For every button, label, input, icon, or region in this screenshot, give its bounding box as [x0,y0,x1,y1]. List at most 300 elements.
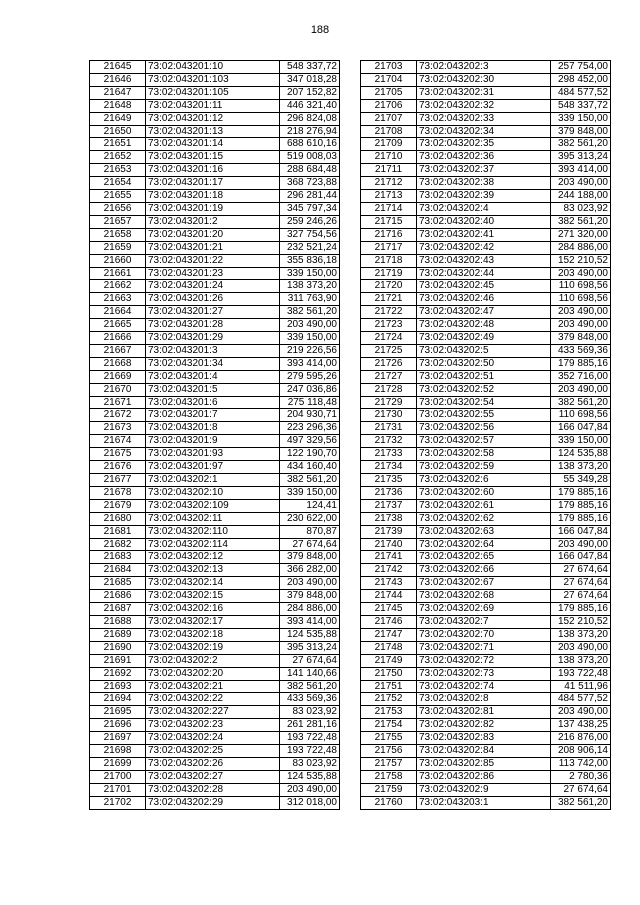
table-row [90,99,340,112]
row-number: 21758 [361,770,417,783]
row-number: 21660 [90,254,146,267]
row-number: 21667 [90,344,146,357]
row-number: 21678 [90,486,146,499]
cadastral-number: 73:02:043202:60 [417,486,551,499]
cadastral-number: 73:02:043202:82 [417,719,551,732]
cadastral-value: 203 490,00 [551,306,611,319]
cadastral-value: 137 438,25 [551,719,611,732]
row-number: 21715 [361,215,417,228]
cadastral-value: 433 569,36 [280,693,340,706]
cadastral-number: 73:02:043201:21 [146,241,280,254]
cadastral-value: 433 569,36 [551,344,611,357]
cadastral-value: 203 490,00 [551,641,611,654]
table-row [90,564,340,577]
table-row [90,254,340,267]
table-row [361,783,611,796]
cadastral-number: 73:02:043202:1 [146,474,280,487]
cadastral-number: 73:02:043202:81 [417,706,551,719]
row-number: 21736 [361,486,417,499]
row-number: 21668 [90,357,146,370]
table-row [90,499,340,512]
row-number: 21708 [361,125,417,138]
cadastral-number: 73:02:043201:20 [146,228,280,241]
cadastral-value: 218 276,94 [280,125,340,138]
row-number: 21698 [90,745,146,758]
cadastral-value: 179 885,16 [551,486,611,499]
table-row [90,151,340,164]
table-row [361,383,611,396]
cadastral-value: 484 577,52 [551,86,611,99]
table-row [90,241,340,254]
table-row [90,280,340,293]
table-row [90,745,340,758]
cadastral-number: 73:02:043202:16 [146,603,280,616]
cadastral-value: 257 754,00 [551,61,611,74]
table-row [90,719,340,732]
cadastral-number: 73:02:043201:7 [146,409,280,422]
table-row [361,267,611,280]
cadastral-number: 73:02:043202:55 [417,409,551,422]
cadastral-number: 73:02:043202:71 [417,641,551,654]
cadastral-number: 73:02:043202:14 [146,577,280,590]
cadastral-value: 484 577,52 [551,693,611,706]
cadastral-value: 311 763,90 [280,293,340,306]
cadastral-number: 73:02:043201:19 [146,202,280,215]
cadastral-number: 73:02:043201:27 [146,306,280,319]
cadastral-value: 446 321,40 [280,99,340,112]
row-number: 21651 [90,138,146,151]
cadastral-value: 179 885,16 [551,499,611,512]
row-number: 21684 [90,564,146,577]
cadastral-value: 193 722,48 [551,667,611,680]
row-number: 21710 [361,151,417,164]
row-number: 21673 [90,422,146,435]
cadastral-value: 83 023,92 [551,202,611,215]
cadastral-value: 382 561,20 [280,680,340,693]
cadastral-number: 73:02:043202:28 [146,783,280,796]
row-number: 21739 [361,525,417,538]
row-number: 21685 [90,577,146,590]
cadastral-number: 73:02:043202:51 [417,370,551,383]
cadastral-value: 339 150,00 [280,267,340,280]
cadastral-number: 73:02:043202:70 [417,628,551,641]
table-row [90,486,340,499]
row-number: 21682 [90,538,146,551]
cadastral-value: 339 150,00 [280,486,340,499]
cadastral-value: 548 337,72 [280,61,340,74]
row-number: 21672 [90,409,146,422]
cadastral-value: 870,87 [280,525,340,538]
cadastral-value: 271 320,00 [551,228,611,241]
row-number: 21693 [90,680,146,693]
row-number: 21688 [90,615,146,628]
row-number: 21728 [361,383,417,396]
row-number: 21699 [90,757,146,770]
table-row [361,680,611,693]
cadastral-number: 73:02:043202:3 [417,61,551,74]
cadastral-value: 166 047,84 [551,422,611,435]
cadastral-value: 193 722,48 [280,745,340,758]
cadastral-value: 110 698,56 [551,409,611,422]
cadastral-number: 73:02:043202:4 [417,202,551,215]
row-number: 21655 [90,190,146,203]
row-number: 21705 [361,86,417,99]
cadastral-number: 73:02:043202:58 [417,448,551,461]
cadastral-value: 203 490,00 [280,577,340,590]
cadastral-value: 288 684,48 [280,164,340,177]
cadastral-number: 73:02:043202:18 [146,628,280,641]
row-number: 21658 [90,228,146,241]
cadastral-value: 368 723,88 [280,177,340,190]
cadastral-value: 208 906,14 [551,745,611,758]
table-row [90,344,340,357]
table-row [361,577,611,590]
cadastral-value: 355 836,18 [280,254,340,267]
row-number: 21697 [90,732,146,745]
cadastral-number: 73:02:043202:22 [146,693,280,706]
row-number: 21686 [90,590,146,603]
cadastral-number: 73:02:043201:5 [146,383,280,396]
cadastral-value: 203 490,00 [551,706,611,719]
row-number: 21662 [90,280,146,293]
table-row [90,448,340,461]
row-number: 21733 [361,448,417,461]
table-row [361,332,611,345]
cadastral-value: 27 674,64 [551,590,611,603]
row-number: 21717 [361,241,417,254]
cadastral-number: 73:02:043202:6 [417,474,551,487]
table-row [361,499,611,512]
row-number: 21666 [90,332,146,345]
table-row [90,551,340,564]
row-number: 21737 [361,499,417,512]
table-row [90,461,340,474]
table-row [90,757,340,770]
cadastral-value: 152 210,52 [551,615,611,628]
row-number: 21696 [90,719,146,732]
cadastral-number: 73:02:043202:13 [146,564,280,577]
table-row [361,241,611,254]
table-row [361,202,611,215]
row-number: 21646 [90,73,146,86]
table-row [90,190,340,203]
row-number: 21659 [90,241,146,254]
cadastral-value: 382 561,20 [280,306,340,319]
cadastral-number: 73:02:043202:27 [146,770,280,783]
cadastral-number: 73:02:043202:49 [417,332,551,345]
row-number: 21663 [90,293,146,306]
cadastral-value: 395 313,24 [551,151,611,164]
cadastral-number: 73:02:043201:105 [146,86,280,99]
cadastral-number: 73:02:043201:16 [146,164,280,177]
row-number: 21707 [361,112,417,125]
row-number: 21744 [361,590,417,603]
table-row [361,86,611,99]
cadastral-value: 152 210,52 [551,254,611,267]
row-number: 21675 [90,448,146,461]
table-row [361,125,611,138]
row-number: 21680 [90,512,146,525]
cadastral-number: 73:02:043202:63 [417,525,551,538]
table-row [361,293,611,306]
row-number: 21754 [361,719,417,732]
cadastral-number: 73:02:043202:52 [417,383,551,396]
table-row [361,151,611,164]
table-row [90,383,340,396]
cadastral-value: 27 674,64 [551,577,611,590]
row-number: 21745 [361,603,417,616]
row-number: 21718 [361,254,417,267]
row-number: 21656 [90,202,146,215]
table-row [361,461,611,474]
cadastral-number: 73:02:043202:12 [146,551,280,564]
cadastral-value: 124,41 [280,499,340,512]
cadastral-number: 73:02:043202:25 [146,745,280,758]
cadastral-value: 203 490,00 [280,319,340,332]
cadastral-table-left [89,60,340,810]
cadastral-value: 434 160,40 [280,461,340,474]
row-number: 21712 [361,177,417,190]
cadastral-number: 73:02:043202:74 [417,680,551,693]
cadastral-value: 27 674,64 [280,654,340,667]
table-row [361,228,611,241]
row-number: 21706 [361,99,417,112]
cadastral-value: 113 742,00 [551,757,611,770]
cadastral-value: 203 490,00 [551,319,611,332]
cadastral-value: 275 118,48 [280,396,340,409]
cadastral-number: 73:02:043202:50 [417,357,551,370]
cadastral-value: 27 674,64 [551,564,611,577]
cadastral-number: 73:02:043201:13 [146,125,280,138]
table-row [90,628,340,641]
cadastral-number: 73:02:043202:23 [146,719,280,732]
cadastral-value: 327 754,56 [280,228,340,241]
row-number: 21653 [90,164,146,177]
table-row [90,112,340,125]
cadastral-value: 395 313,24 [280,641,340,654]
table-row [361,512,611,525]
row-number: 21757 [361,757,417,770]
cadastral-number: 73:02:043202:30 [417,73,551,86]
cadastral-number: 73:02:043202:86 [417,770,551,783]
row-number: 21742 [361,564,417,577]
row-number: 21679 [90,499,146,512]
cadastral-value: 379 848,00 [280,551,340,564]
row-number: 21749 [361,654,417,667]
cadastral-number: 73:02:043202:9 [417,783,551,796]
cadastral-value: 230 622,00 [280,512,340,525]
table-row [90,525,340,538]
row-number: 21702 [90,796,146,809]
cadastral-value: 312 018,00 [280,796,340,809]
cadastral-number: 73:02:043202:109 [146,499,280,512]
table-row [90,706,340,719]
cadastral-number: 73:02:043201:22 [146,254,280,267]
cadastral-value: 166 047,84 [551,551,611,564]
cadastral-number: 73:02:043201:10 [146,61,280,74]
cadastral-value: 259 246,26 [280,215,340,228]
table-row [361,706,611,719]
cadastral-number: 73:02:043202:40 [417,215,551,228]
cadastral-number: 73:02:043202:5 [417,344,551,357]
cadastral-value: 379 848,00 [551,332,611,345]
table-row [90,267,340,280]
cadastral-number: 73:02:043201:14 [146,138,280,151]
row-number: 21723 [361,319,417,332]
cadastral-number: 73:02:043202:24 [146,732,280,745]
cadastral-number: 73:02:043201:15 [146,151,280,164]
cadastral-number: 73:02:043202:114 [146,538,280,551]
cadastral-value: 179 885,16 [551,512,611,525]
cadastral-value: 298 452,00 [551,73,611,86]
cadastral-number: 73:02:043202:66 [417,564,551,577]
row-number: 21650 [90,125,146,138]
cadastral-number: 73:02:043201:18 [146,190,280,203]
cadastral-number: 73:02:043202:39 [417,190,551,203]
cadastral-number: 73:02:043202:42 [417,241,551,254]
cadastral-value: 548 337,72 [551,99,611,112]
cadastral-number: 73:02:043201:11 [146,99,280,112]
row-number: 21743 [361,577,417,590]
cadastral-number: 73:02:043201:2 [146,215,280,228]
cadastral-value: 219 226,56 [280,344,340,357]
cadastral-number: 73:02:043202:47 [417,306,551,319]
row-number: 21689 [90,628,146,641]
cadastral-value: 382 561,20 [551,796,611,809]
cadastral-number: 73:02:043202:61 [417,499,551,512]
cadastral-number: 73:02:043202:10 [146,486,280,499]
table-row [90,641,340,654]
table-row [361,254,611,267]
cadastral-value: 382 561,20 [551,138,611,151]
table-row [361,770,611,783]
cadastral-number: 73:02:043201:93 [146,448,280,461]
table-row [90,474,340,487]
cadastral-value: 284 886,00 [551,241,611,254]
table-row [90,332,340,345]
row-number: 21730 [361,409,417,422]
row-number: 21741 [361,551,417,564]
row-number: 21694 [90,693,146,706]
cadastral-value: 519 008,03 [280,151,340,164]
table-row [361,190,611,203]
row-number: 21729 [361,396,417,409]
row-number: 21657 [90,215,146,228]
cadastral-value: 193 722,48 [280,732,340,745]
row-number: 21645 [90,61,146,74]
table-row [361,693,611,706]
cadastral-number: 73:02:043201:34 [146,357,280,370]
table-row [361,525,611,538]
row-number: 21683 [90,551,146,564]
cadastral-value: 141 140,66 [280,667,340,680]
table-row [361,306,611,319]
cadastral-value: 110 698,56 [551,280,611,293]
row-number: 21677 [90,474,146,487]
cadastral-value: 284 886,00 [280,603,340,616]
cadastral-value: 296 824,08 [280,112,340,125]
row-number: 21676 [90,461,146,474]
row-number: 21716 [361,228,417,241]
row-number: 21671 [90,396,146,409]
table-row [90,577,340,590]
row-number: 21690 [90,641,146,654]
row-number: 21687 [90,603,146,616]
cadastral-number: 73:02:043201:24 [146,280,280,293]
cadastral-value: 203 490,00 [551,267,611,280]
table-row [90,370,340,383]
cadastral-value: 124 535,88 [280,628,340,641]
cadastral-number: 73:02:043202:8 [417,693,551,706]
row-number: 21756 [361,745,417,758]
cadastral-number: 73:02:043202:21 [146,680,280,693]
row-number: 21725 [361,344,417,357]
cadastral-number: 73:02:043202:41 [417,228,551,241]
cadastral-value: 166 047,84 [551,525,611,538]
cadastral-value: 204 930,71 [280,409,340,422]
table-row [361,319,611,332]
cadastral-number: 73:02:043202:35 [417,138,551,151]
cadastral-value: 339 150,00 [551,435,611,448]
table-row [361,603,611,616]
table-row [90,603,340,616]
table-row [361,628,611,641]
table-row [90,783,340,796]
row-number: 21664 [90,306,146,319]
cadastral-number: 73:02:043202:11 [146,512,280,525]
cadastral-value: 339 150,00 [551,112,611,125]
cadastral-number: 73:02:043202:110 [146,525,280,538]
row-number: 21648 [90,99,146,112]
cadastral-value: 124 535,88 [280,770,340,783]
table-row [361,474,611,487]
row-number: 21759 [361,783,417,796]
cadastral-number: 73:02:043202:56 [417,422,551,435]
table-row [90,538,340,551]
cadastral-value: 382 561,20 [551,396,611,409]
table-row [90,693,340,706]
cadastral-number: 73:02:043202:48 [417,319,551,332]
cadastral-value: 352 716,00 [551,370,611,383]
row-number: 21714 [361,202,417,215]
row-number: 21654 [90,177,146,190]
cadastral-value: 179 885,16 [551,357,611,370]
cadastral-value: 279 595,26 [280,370,340,383]
cadastral-value: 27 674,64 [280,538,340,551]
cadastral-value: 83 023,92 [280,706,340,719]
table-row [90,61,340,74]
row-number: 21674 [90,435,146,448]
table-row [90,667,340,680]
cadastral-value: 347 018,28 [280,73,340,86]
cadastral-value: 393 414,00 [280,357,340,370]
row-number: 21748 [361,641,417,654]
cadastral-number: 73:02:043202:7 [417,615,551,628]
table-row [90,615,340,628]
cadastral-number: 73:02:043202:17 [146,615,280,628]
cadastral-number: 73:02:043201:6 [146,396,280,409]
cadastral-number: 73:02:043201:29 [146,332,280,345]
table-row [361,551,611,564]
table-row [90,319,340,332]
cadastral-number: 73:02:043202:38 [417,177,551,190]
table-row [90,396,340,409]
cadastral-number: 73:02:043202:59 [417,461,551,474]
cadastral-value: 261 281,16 [280,719,340,732]
cadastral-value: 203 490,00 [551,538,611,551]
row-number: 21691 [90,654,146,667]
table-row [361,99,611,112]
